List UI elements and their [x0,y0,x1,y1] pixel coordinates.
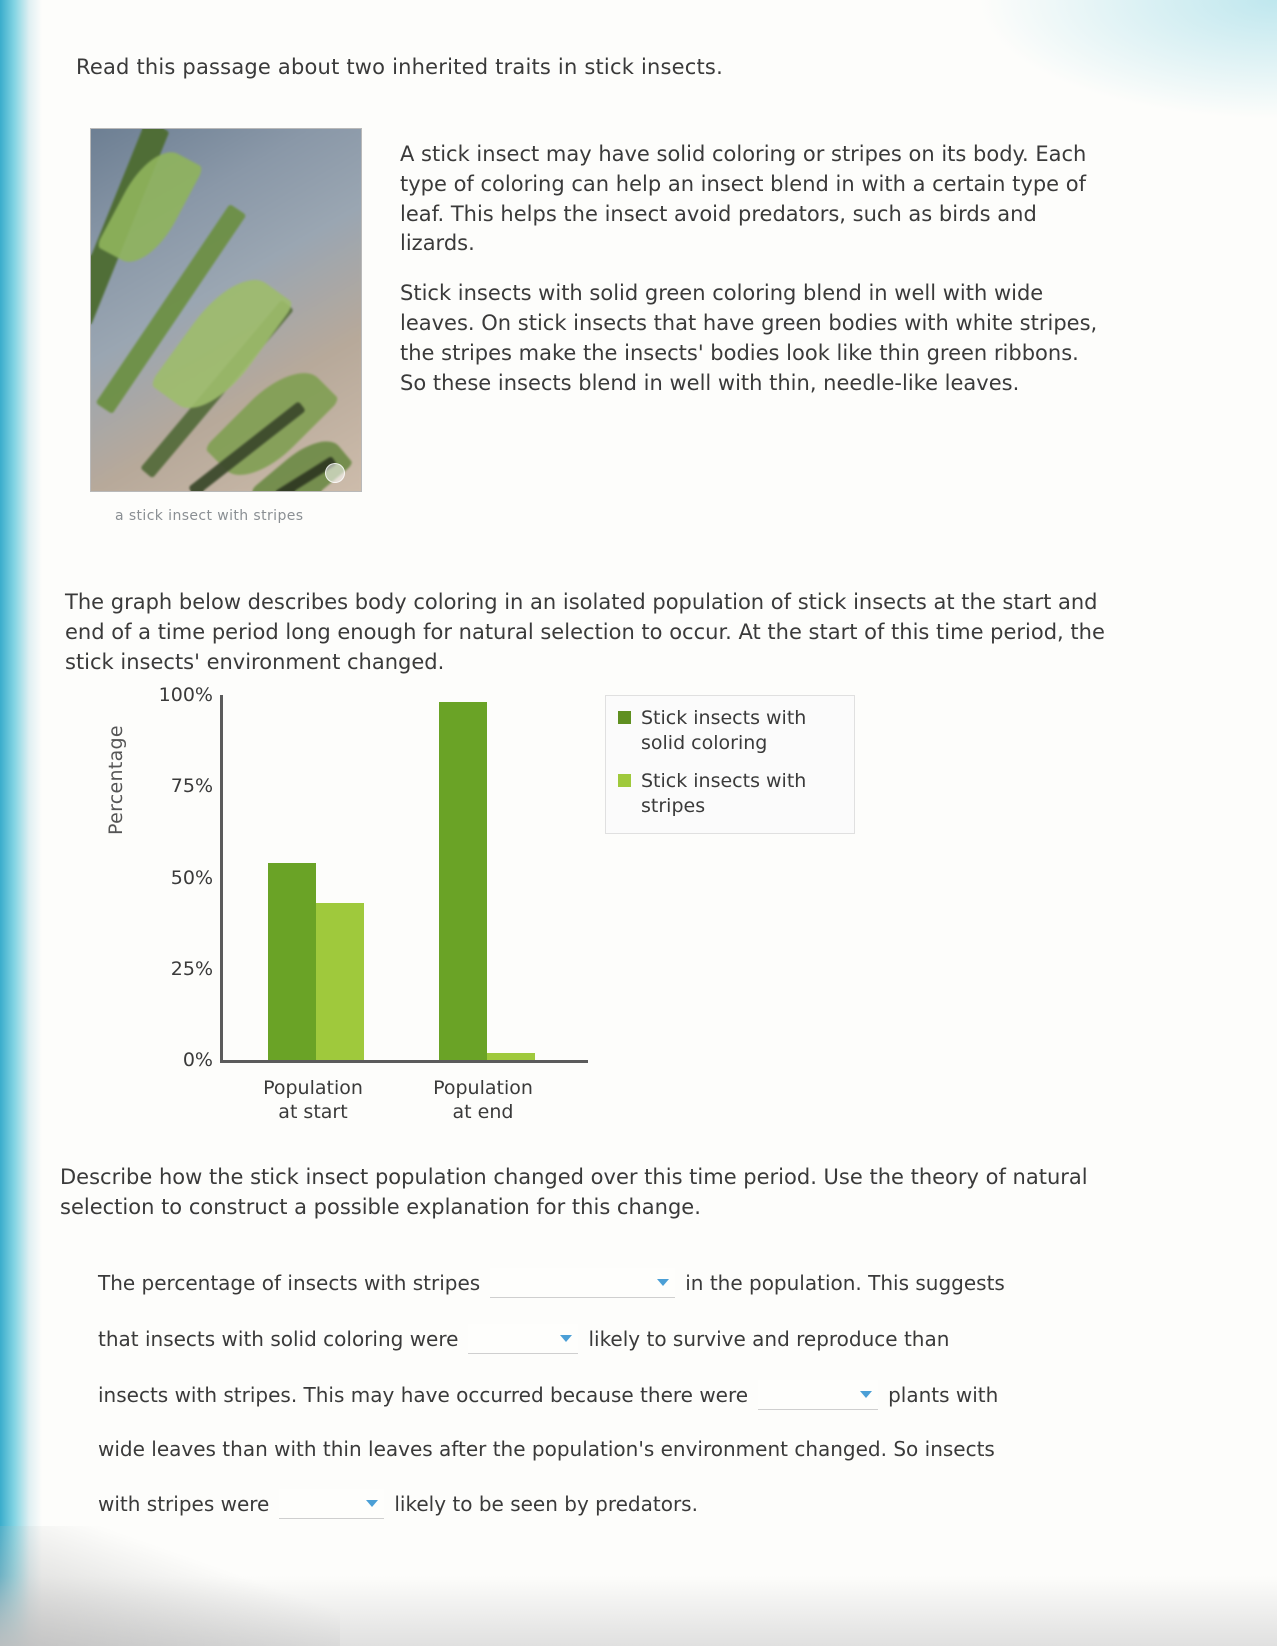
answer-line-2 [98,1324,1158,1354]
answer-line3-suffix: plants with [888,1382,999,1407]
answer-line3-prefix: insects with stripes. This may have occurred because there were [98,1382,749,1407]
photo-caption: a stick insect with stripes [115,508,304,524]
bar-population-end-solid [439,702,487,1060]
answer-line-5 [98,1489,1158,1519]
answer-line2-suffix: likely to survive and reproduce than [588,1326,950,1351]
legend-item-solid [618,706,842,755]
chart-legend [605,695,855,834]
chart-ytick-50: 50% [170,866,213,889]
chart-ytick-100: 100% [158,684,213,706]
photo-info-badge [325,463,345,483]
chevron-down-icon [560,1335,572,1342]
bar-population-end-stripes [487,1053,535,1060]
passage-paragraph-2: Stick insects with solid green coloring blend in well with wide leaves. On stick insects that have green bodies with white stripes, the stripes make the insects' bodies look like thin green ribbons. So these insects blend in well with thin, needle-like leaves. [400,281,1098,395]
legend-swatch-stripes-icon [618,774,631,787]
chart-y-axis-title: Percentage [105,725,127,835]
chart-ytick-75: 75% [170,775,213,798]
answer-line5-suffix: likely to be seen by predators. [394,1491,698,1516]
chevron-down-icon [657,1279,669,1286]
question-prompt: Describe how the stick insect population changed over this time period. Use the theory of natural selection to construct a possible explanation for this change. [60,1165,1088,1219]
stick-insect-photo [90,128,362,492]
answer-line-1 [98,1268,1158,1298]
answer-line5-prefix: with stripes were [98,1491,270,1516]
legend-swatch-solid-icon [618,711,631,724]
graph-intro-text: The graph below describes body coloring in an isolated population of stick insects at the start and end of a time period long enough for natural selection to occur. At the start of this time period, the stick insects' environment changed. [65,590,1105,674]
intro-instruction: Read this passage about two inherited traits in stick insects. [76,55,723,79]
chart-xlabel-population-end: Population at end [433,1077,533,1123]
bar-chart [105,684,910,1155]
passage-text [400,140,1110,419]
legend-label-stripes: Stick insects with stripes [641,770,807,818]
answer-line-4 [98,1436,1158,1463]
chart-plot-area [158,684,588,1123]
legend-label-solid: Stick insects with solid coloring [641,707,807,754]
bar-population-start-stripes [316,903,364,1060]
answer-dropdown-3[interactable] [758,1380,878,1410]
chart-ytick-0: 0% [182,1049,213,1071]
answer-dropdown-2[interactable] [468,1324,578,1354]
photo-blur-overlay [91,129,361,491]
bar-population-start-solid [268,863,316,1060]
answer-line2-prefix: that insects with solid coloring were [98,1326,459,1351]
answer-dropdown-1[interactable] [490,1268,675,1298]
answer-line1-suffix: in the population. This suggests [685,1270,1005,1295]
legend-item-stripes [618,769,842,818]
scan-edge-tint-left [0,0,42,1646]
answer-dropdown-4[interactable] [279,1489,384,1519]
passage-paragraph-1: A stick insect may have solid coloring or stripes on its body. Each type of coloring can help an insect blend in with a certain type of leaf. This helps the insect avoid predators, such as birds and lizards. [400,142,1087,256]
chart-xlabel-population-start: Population at start [263,1077,363,1123]
chevron-down-icon [860,1391,872,1398]
answer-fill-in-block [98,1268,1158,1545]
chart-bars [223,695,588,1060]
answer-line1-prefix: The percentage of insects with stripes [98,1270,481,1295]
answer-line-3 [98,1380,1158,1410]
answer-line4-text: wide leaves than with thin leaves after the population's environment changed. So insects [98,1437,995,1461]
chevron-down-icon [366,1500,378,1507]
chart-ytick-25: 25% [170,957,213,980]
